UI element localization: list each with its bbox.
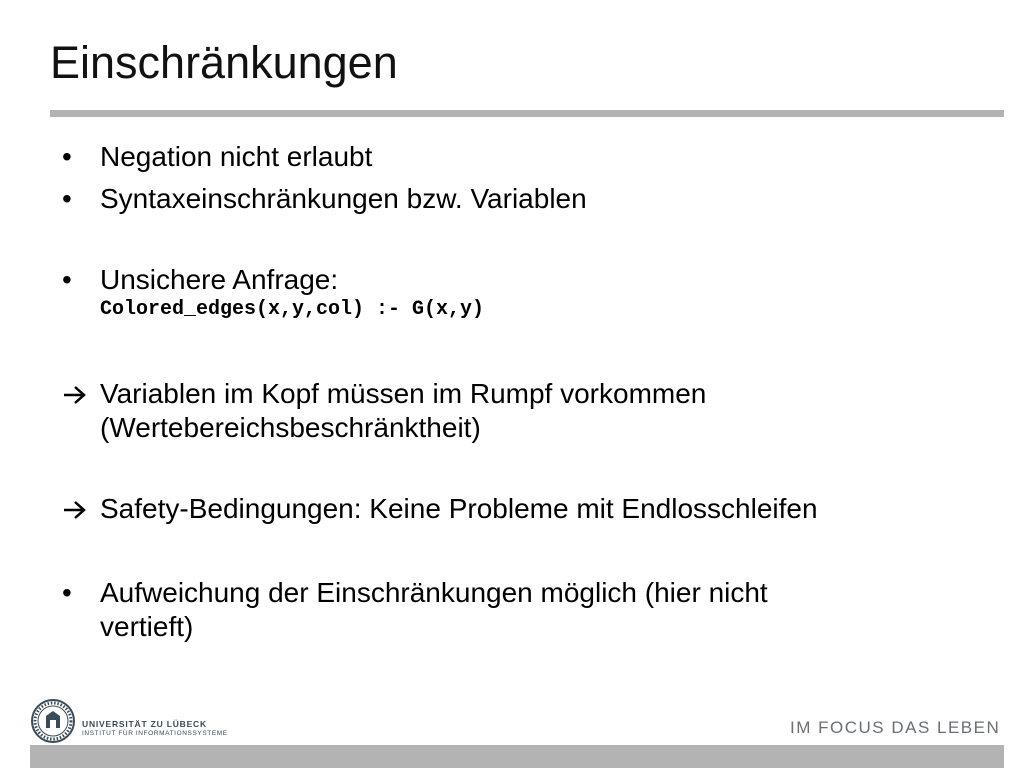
bullet-marker: • — [62, 141, 72, 172]
bullet-text: Syntaxeinschränkungen bzw. Variablen — [100, 183, 587, 214]
bullet-marker: • — [62, 264, 72, 295]
bullet-text: Unsichere Anfrage: — [100, 264, 339, 295]
right-arrow-icon — [62, 499, 88, 521]
arrow-text: Safety-Bedingungen: Keine Probleme mit Endlosschleifen — [100, 493, 818, 524]
institute-name: INSTITUT FÜR INFORMATIONSSYSTEME — [82, 730, 228, 737]
arrow-text: Variablen im Kopf müssen im Rumpf vorkommen — [100, 378, 707, 409]
arrow-text-continued: (Wertebereichsbeschränktheit) — [100, 412, 481, 443]
university-name: UNIVERSITÄT ZU LÜBECK — [82, 719, 207, 729]
code-snippet: Colored_edges(x,y,col) :- G(x,y) — [100, 298, 485, 321]
title-divider — [50, 110, 1004, 117]
university-seal-icon — [30, 698, 76, 744]
bullet-text: Aufweichung der Einschränkungen möglich (hier nicht — [100, 577, 768, 608]
bullet-text: Negation nicht erlaubt — [100, 141, 373, 172]
bullet-marker: • — [62, 183, 72, 214]
bullet-text-continued: vertieft) — [100, 611, 194, 642]
footer-bar — [30, 745, 1004, 768]
university-motto: IM FOCUS DAS LEBEN — [790, 718, 1001, 737]
bullet-marker: • — [62, 577, 72, 608]
slide-title: Einschränkungen — [50, 37, 398, 88]
right-arrow-icon — [62, 384, 88, 406]
